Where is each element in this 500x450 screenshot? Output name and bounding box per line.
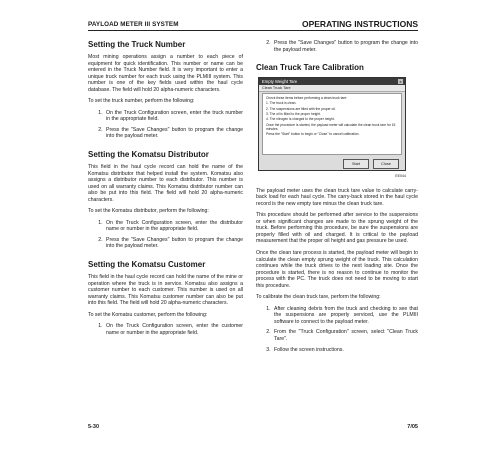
left-column — [88, 40, 243, 341]
header-left-title: PAYLOAD METER III SYSTEM — [88, 21, 179, 28]
step-item: 1. On the Truck Configuration screen, enter the distributor name or number in the appropriate field. — [104, 220, 243, 233]
dialog-line: 3. The oil is filled to the proper height. — [266, 111, 321, 116]
header-right-title: OPERATING INSTRUCTIONS — [301, 19, 418, 29]
step-item: 2. Press the "Save Changes" button to program the change into the payload meter. — [104, 127, 243, 140]
step-item: 1. On the Truck Configuration screen, enter the customer name or number in the appropriate field. — [104, 323, 243, 336]
step-item: 1. On the Truck Configuration screen, enter the truck number in the appropriate field. — [104, 110, 243, 123]
dialog-line: 4. The nitrogen is charged to the proper height. — [266, 117, 335, 122]
paragraph: This field in the haul cycle record can hold the name of the mine or operation where the truck is in service. Komatsu also assigns a customer number to each customer. This number is used on all warranty claims. This Komatsu customer number can also be put into this field. The field will hold 20 alpha-numeric characters. — [88, 274, 243, 307]
dialog-line: 1. The truck is clean. — [266, 101, 297, 106]
dialog-title-bar — [259, 78, 405, 85]
step-list — [88, 220, 243, 250]
paragraph: This procedure should be performed after service to the suspensions or when significant changes are made to the sprung weight of the truck. Before performing this procedure, be sure the suspensions are properly filled with oil and charged. It is critical to the payload measurement that the proper oil height and gas pressure be used. — [256, 212, 418, 245]
start-button[interactable]: Start — [343, 159, 369, 169]
paragraph: Once the clean tare process is started, the payload meter will begin to calculate the clean empty sprung weight of the truck. This calculation continues while the truck drives to the next loading site. Once the procedure is started, there is no reason to continue to monitor the process with the PC. The truck does not need to be moving to start this procedure. — [256, 250, 418, 289]
paragraph: To calibrate the clean truck tare, perform the following: — [256, 294, 381, 301]
paragraph: This field in the haul cycle record can hold the name of the Komatsu distributor that helped install the system. Komatsu also assigns a distributor number to each distributor. This number is used on all warranty claims. This Komatsu distributor number can also be put into this field. The field will hold 20 alpha-numeric characters. — [88, 164, 243, 203]
figure-number: EE044 — [395, 174, 406, 179]
page-number: 5-30 — [88, 424, 100, 430]
dialog-line: Check these items before performing a clean truck tare: — [266, 96, 348, 101]
close-icon[interactable]: x — [399, 79, 402, 85]
step-list — [88, 323, 243, 336]
step-list — [88, 110, 243, 140]
section-heading-distributor: Setting the Komatsu Distributor — [88, 150, 209, 160]
dialog-line: 2. The suspensions are filled with the proper oil. — [266, 106, 336, 111]
paragraph: To set the truck number, perform the following: — [88, 98, 195, 105]
step-item: 2. Press the "Save Changes" button to program the change into the payload meter. — [104, 237, 243, 250]
step-item: 2. From the "Truck Configuration" screen, select "Clean Truck Tare". — [272, 329, 418, 342]
close-button[interactable]: Close — [373, 159, 399, 169]
section-heading-customer: Setting the Komatsu Customer — [88, 260, 206, 270]
step-list — [256, 306, 418, 353]
step-item: 2. Press the "Save Changes" button to program the change into the payload meter. — [272, 40, 418, 53]
step-item: 1. After cleaning debris from the truck and checking to see that the suspensions are properly serviced, use the PLMIII software to connect to the payload meter. — [272, 306, 418, 326]
paragraph: Most mining operations assign a number to each piece of equipment for quick identification. This number or name can be entered in the Truck Number field. It is very important to enter a unique truck number for each truck using the PLMIII system. This number is one of the key fields used within the haul cycle database. The field will hold 20 alpha-numeric characters. — [88, 54, 243, 93]
right-column — [256, 40, 418, 358]
paragraph: The payload meter uses the clean truck tare value to calculate carry-back load for each haul cycle. The carry-back stored in the haul cycle record is the new empty tare minus the clean truck tare. — [256, 187, 418, 207]
step-list — [256, 40, 418, 53]
section-heading-truck-number: Setting the Truck Number — [88, 40, 186, 49]
dialog-line: Once the procedure is started, the payload meter will calculate the clean truck tare for 15 minutes. — [266, 122, 396, 131]
dialog-title: Empty Weight Tare — [262, 79, 298, 85]
paragraph: To set the Komatsu customer, perform the following: — [88, 311, 208, 318]
clean-truck-tare-dialog — [258, 77, 406, 171]
dialog-instructions — [262, 93, 402, 155]
header-rule — [88, 30, 418, 31]
dialog-menu-label: Clean Truck Tare — [259, 85, 405, 92]
step-item: 3. Follow the screen instructions. — [272, 347, 418, 354]
revision-date: 7/05 — [407, 424, 418, 430]
dialog-line: Press the "Start" button to begin or "Close" to cancel calibration. — [266, 132, 360, 137]
paragraph: To set the Komatsu distributor, perform the following: — [88, 208, 209, 215]
section-heading-clean-tare: Clean Truck Tare Calibration — [256, 63, 364, 73]
